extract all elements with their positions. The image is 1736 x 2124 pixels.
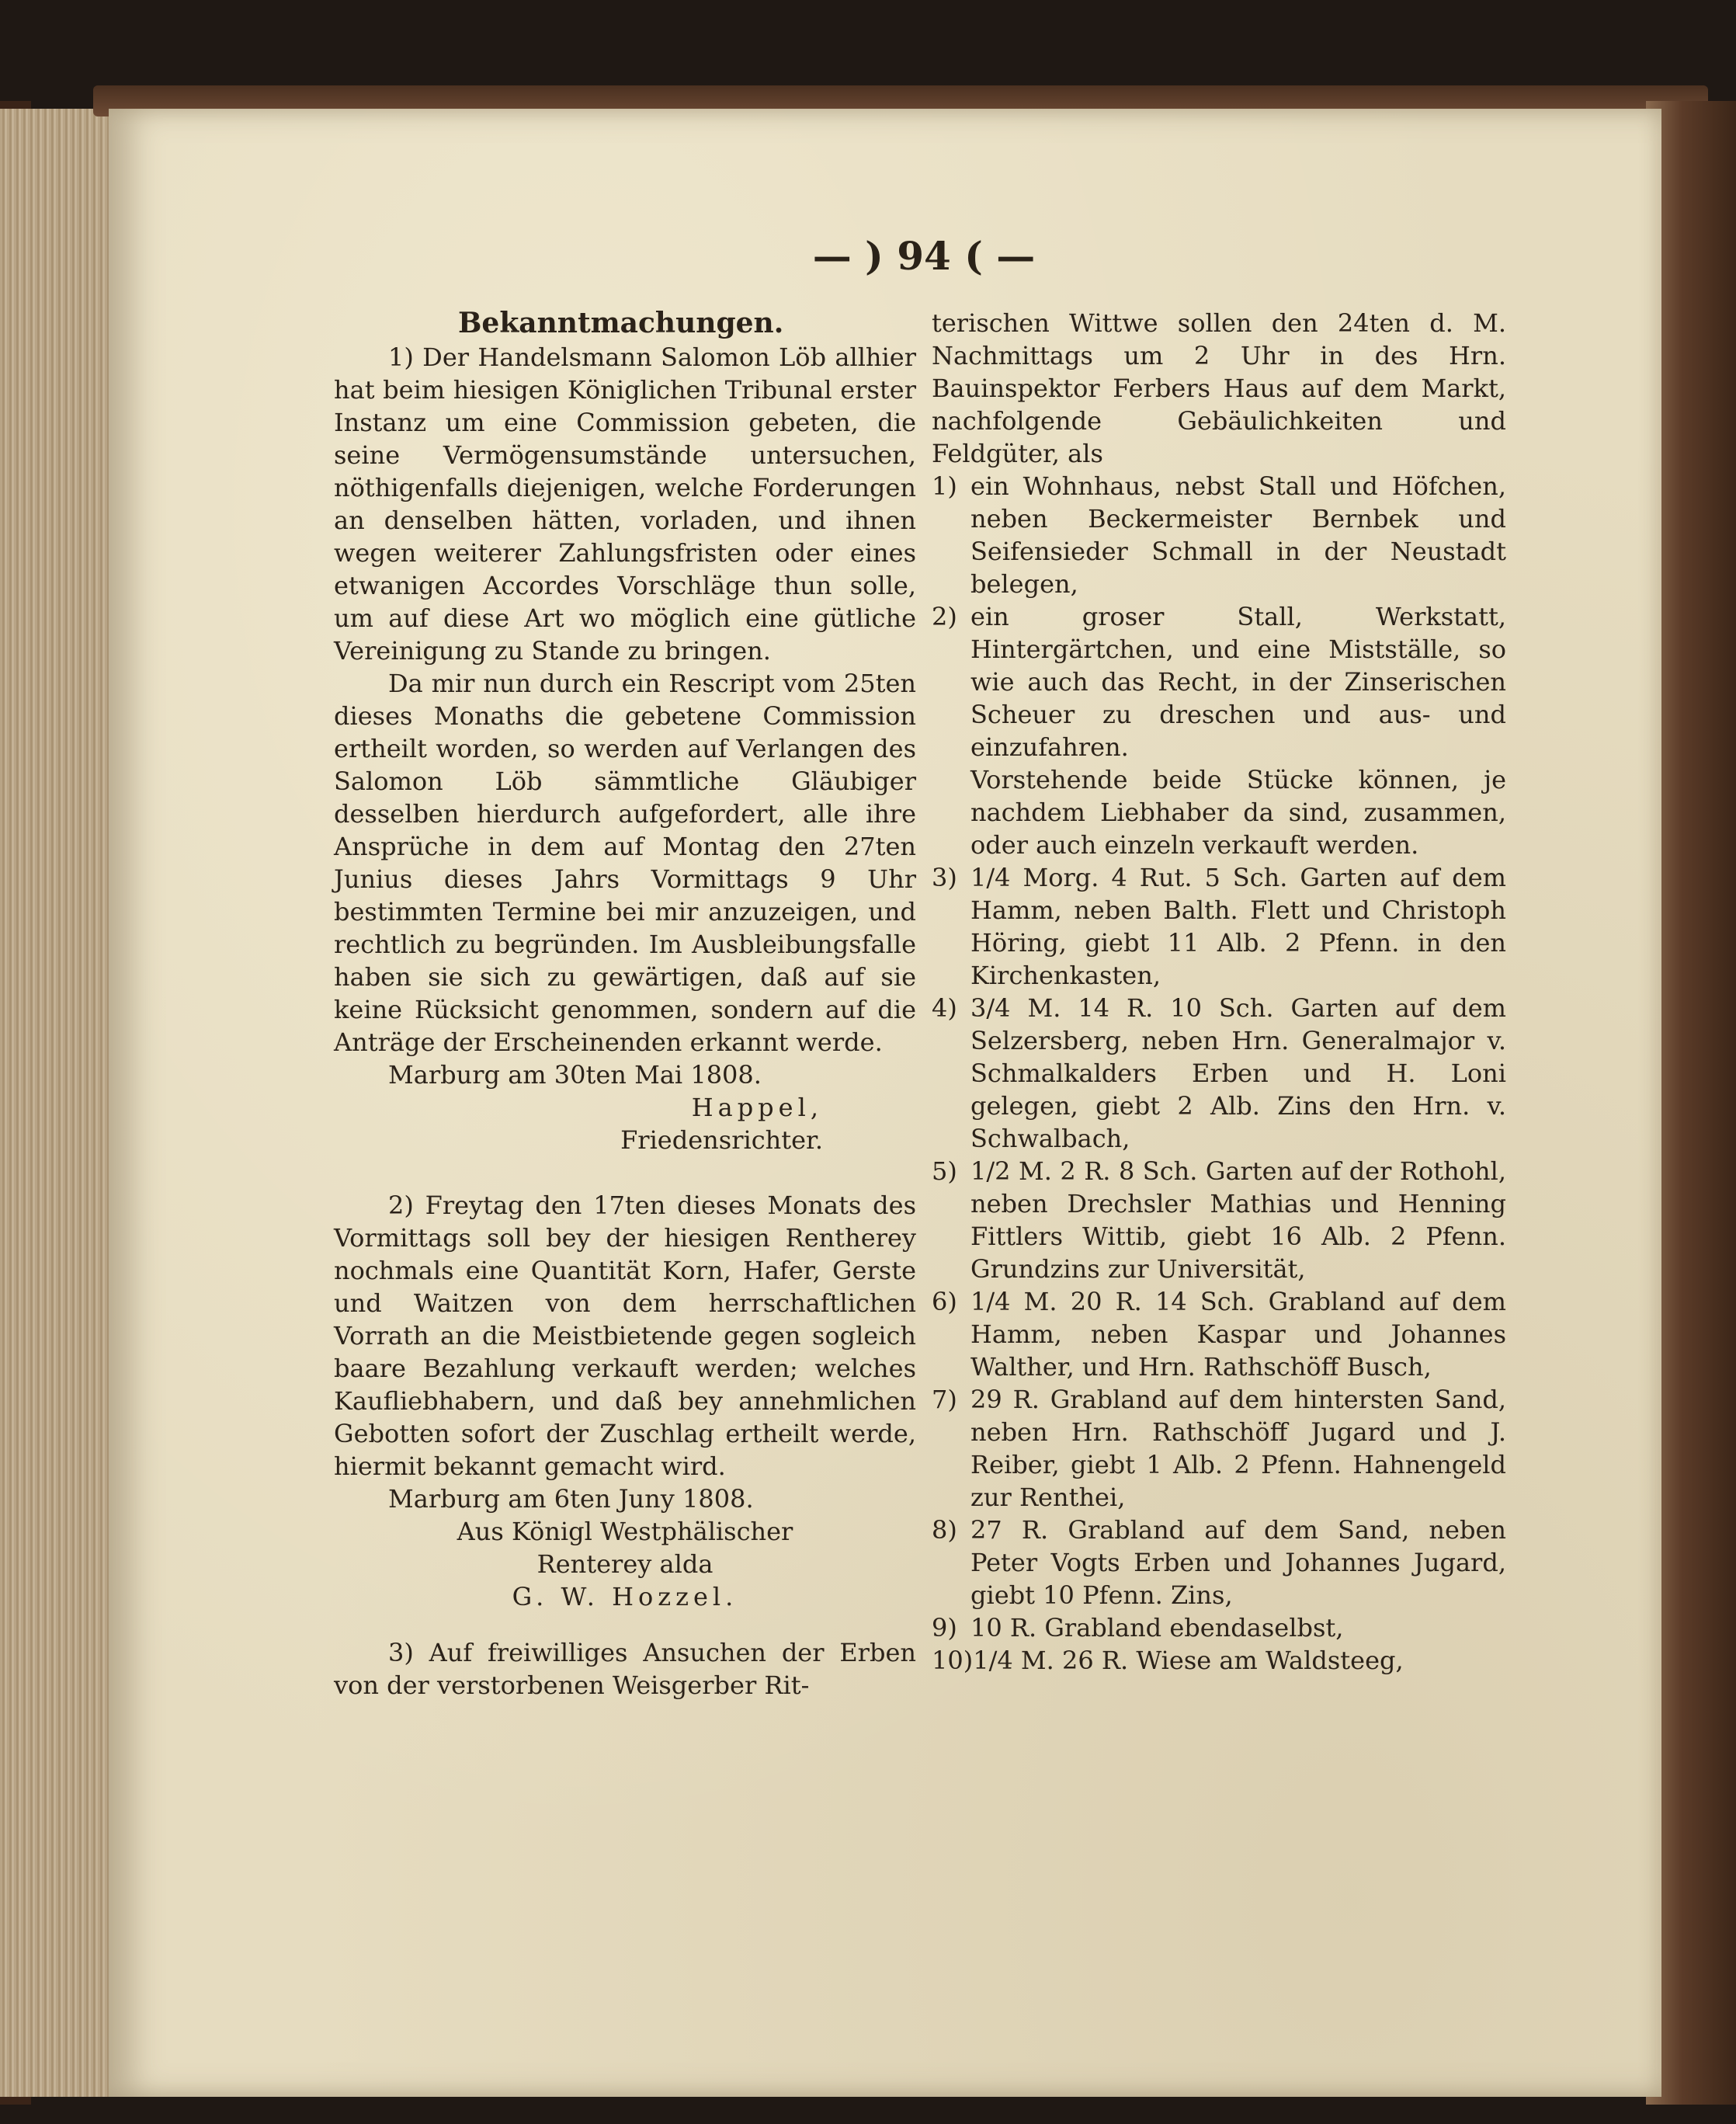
list-item — [932, 1285, 1506, 1383]
list-item — [932, 1611, 1506, 1644]
items-note: Vorstehende beide Stücke können, je nachdem Liebhaber da sind, zusammen, oder auch einzeln verkauft werden. — [970, 765, 1506, 860]
notice-1-signature-name: Happel, — [691, 1093, 823, 1122]
list-item — [932, 1644, 1506, 1677]
list-item-text: ein Wohnhaus, nebst Stall und Höfchen, neben Beckermeister Bernbek und Seifensieder Schmall in der Neustadt belegen, — [970, 471, 1506, 599]
notice-2-signature-line-2: Renterey alda — [536, 1549, 713, 1579]
list-item-number: 7) — [932, 1385, 957, 1414]
list-item — [932, 1514, 1506, 1611]
spacer — [334, 1613, 916, 1636]
notice-2-signature-line-1: Aus Königl Westphälischer — [457, 1517, 793, 1546]
list-item-text: 29 R. Grabland auf dem hintersten Sand, neben Hrn. Rathschöff Jugard und J. Reiber, giebt 1 Alb. 2 Pfenn. Hahnengeld zur Renthei, — [970, 1385, 1506, 1512]
left-column — [334, 307, 916, 1702]
list-item-number: 2) — [932, 602, 957, 631]
section-heading: Bekanntmachungen. — [458, 307, 784, 339]
right-column — [932, 307, 1506, 1677]
list-item — [932, 992, 1506, 1155]
list-item-text: 1/4 M. 26 R. Wiese am Waldsteeg, — [973, 1646, 1404, 1675]
notice-2-paragraph: 2) Freytag den 17ten dieses Monats des Vormittags soll bey der hiesigen Rentherey nochmals eine Quantität Korn, Hafer, Gerste und Waitzen von dem herrschaftlichen Vorrath an die Meistbietende gegen sogleich baare Bezahlung verkauft werden; welches Kaufliebhabern, und daß bey annehmlichen Gebotten sofort der Zuschlag ertheilt werde, hiermit bekannt gemacht wird. — [334, 1191, 916, 1481]
list-item — [932, 470, 1506, 600]
list-item — [932, 600, 1506, 763]
page-number: — ) 94 ( — — [812, 233, 1036, 279]
notice-2-signature-name: G. W. Hozzel. — [512, 1582, 738, 1611]
list-item-number: 6) — [932, 1287, 957, 1316]
list-item-number: 5) — [932, 1156, 957, 1186]
list-item-number: 3) — [932, 863, 957, 892]
list-item-number: 1) — [932, 471, 957, 501]
notice-1-paragraph-1: 1) Der Handelsmann Salomon Löb allhier hat beim hiesigen Königlichen Tribunal erster Instanz um eine Commission gebeten, die seine Vermögensumstände untersuchen, nöthigenfalls diejenigen, welche Forderungen an denselben hätten, vorladen, und ihnen wegen weiterer Zahlungsfristen oder eines etwanigen Accordes Vorschläge thun solle, um auf diese Art wo möglich eine gütliche Vereinigung zu Stande zu bringen. — [334, 342, 916, 666]
list-item-text: 1/4 M. 20 R. 14 Sch. Grabland auf dem Hamm, neben Kaspar und Johannes Walther, und Hrn. Rathschöff Busch, — [970, 1287, 1506, 1382]
notice-2-date: Marburg am 6ten Juny 1808. — [388, 1484, 754, 1514]
notice-3-paragraph: 3) Auf freiwilliges Ansuchen der Erben von der verstorbenen Weisgerber Rit- — [334, 1638, 916, 1700]
list-item-number: 8) — [932, 1515, 957, 1545]
notice-1-signature-title: Friedensrichter. — [620, 1125, 823, 1155]
list-item — [932, 1383, 1506, 1514]
notice-3-continuation: terischen Wittwe sollen den 24ten d. M. Nachmittags um 2 Uhr in des Hrn. Bauinspektor Ferbers Haus auf dem Markt, nachfolgende Gebäulichkeiten und Feldgüter, als — [932, 308, 1506, 468]
list-item-text: 1/2 M. 2 R. 8 Sch. Garten auf der Rothohl, neben Drechsler Mathias und Henning Fittlers Wittib, giebt 16 Alb. 2 Pfenn. Grundzins zur Universität, — [970, 1156, 1506, 1284]
list-item-number: 10) — [932, 1646, 974, 1675]
list-item-text: 1/4 Morg. 4 Rut. 5 Sch. Garten auf dem Hamm, neben Balth. Flett und Christoph Höring, giebt 11 Alb. 2 Pfenn. in den Kirchenkasten, — [970, 863, 1506, 990]
notice-1-date: Marburg am 30ten Mai 1808. — [388, 1060, 762, 1090]
list-item-text: ein groser Stall, Werkstatt, Hintergärtchen, und eine Mistställe, so wie auch das Recht, in der Zinserischen Scheuer zu dreschen und aus- und einzufahren. — [970, 602, 1506, 762]
spacer — [334, 1156, 916, 1189]
notice-1-paragraph-2: Da mir nun durch ein Rescript vom 25ten dieses Monaths die gebetene Commission ertheilt worden, so werden auf Verlangen des Salomon Löb sämmtliche Gläubiger desselben hierdurch aufgefordert, alle ihre Ansprüche in dem auf Montag den 27ten Junius dieses Jahrs Vormittags 9 Uhr bestimmten Termine bei mir anzuzeigen, und rechtlich zu begründen. Im Ausbleibungsfalle haben sie sich zu gewärtigen, daß auf sie keine Rücksicht genommen, sondern auf die Anträge der Erscheinenden erkannt werde. — [334, 669, 916, 1057]
list-item-number: 4) — [932, 993, 957, 1023]
list-item-text: 27 R. Grabland auf dem Sand, neben Peter Vogts Erben und Johannes Jugard, giebt 10 Pfenn. Zins, — [970, 1515, 1506, 1610]
list-item-text: 10 R. Grabland ebendaselbst, — [970, 1613, 1344, 1643]
list-item-text: 3/4 M. 14 R. 10 Sch. Garten auf dem Selzersberg, neben Hrn. Generalmajor v. Schmalkalders Erben und H. Loni gelegen, giebt 2 Alb. Zins den Hrn. v. Schwalbach, — [970, 993, 1506, 1153]
list-item — [932, 1155, 1506, 1285]
list-item-number: 9) — [932, 1613, 957, 1643]
list-item — [932, 861, 1506, 992]
left-page-stack — [0, 109, 112, 2097]
